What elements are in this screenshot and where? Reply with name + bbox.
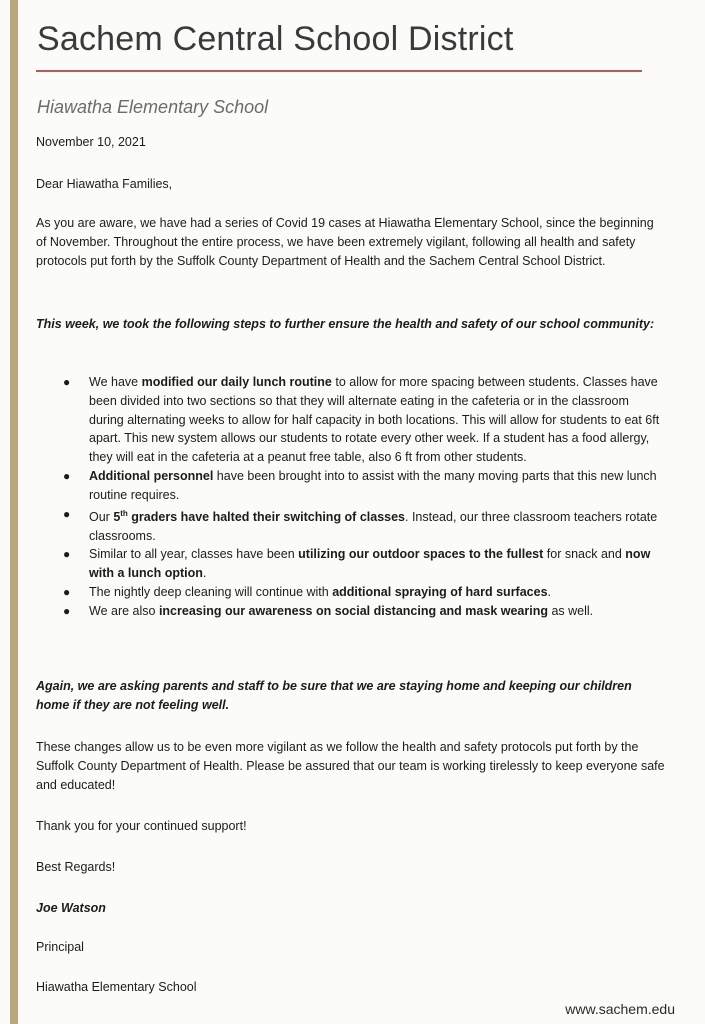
list-item: ● We are also increasing our awareness on social distancing and mask wearing as well. — [36, 602, 671, 621]
thanks-line: Thank you for your continued support! — [36, 819, 247, 833]
left-accent-bar — [10, 0, 18, 1024]
signer-school: Hiawatha Elementary School — [36, 980, 197, 994]
bullet-icon: ● — [63, 375, 71, 389]
bullet-icon: ● — [63, 468, 71, 483]
list-item: ● The nightly deep cleaning will continue with additional spraying of hard surfaces. — [36, 583, 671, 602]
bullet-icon: ● — [63, 584, 71, 599]
bullet-icon: ● — [63, 506, 71, 521]
school-subtitle: Hiawatha Elementary School — [37, 97, 269, 117]
bullet-icon: ● — [63, 547, 71, 562]
steps-list — [36, 373, 671, 621]
district-title: Sachem Central School District — [37, 20, 514, 58]
header-divider — [36, 70, 642, 72]
regards-line: Best Regards! — [36, 860, 116, 874]
bullet-icon: ● — [63, 603, 71, 618]
list-item: ● We have modified our daily lunch routine to allow for more spacing between students. Classes have been divided into two sections so that they will alternate eating in the cafeteria or in the classroom during alternating weeks to allow for half capacity in both locations. This will allow for students to eat 6ft apart. This new system allows our students to rotate every other week. If a student has a food allergy, they will eat in the cafeteria at a peanut free table, also 6 ft from other students. — [63, 375, 660, 465]
list-item: ● Similar to all year, classes have been utilizing our outdoor spaces to the fullest for snack and now with a lunch option. — [63, 547, 651, 581]
changes-paragraph: These changes allow us to be even more vigilant as we follow the health and safety protocols put forth by the Suffolk County Department of Health. Please be assured that our team is working tirelessly to keep everyone safe and educated! — [36, 740, 665, 793]
list-item: ● Our 5th graders have halted their switching of classes. Instead, our three classroom teachers rotate classrooms. — [63, 506, 658, 543]
list-item: ● Additional personnel have been brought into to assist with the many moving parts that this new lunch routine requires. — [63, 468, 657, 502]
signer-name: Joe Watson — [36, 901, 106, 915]
salutation: Dear Hiawatha Families, — [36, 177, 173, 191]
footer-url: www.sachem.edu — [565, 1001, 675, 1017]
steps-heading: This week, we took the following steps to further ensure the health and safety of our school community: — [36, 317, 655, 331]
letter-date: November 10, 2021 — [36, 135, 146, 149]
intro-paragraph: As you are aware, we have had a series of Covid 19 cases at Hiawatha Elementary School, since the beginning of November. Throughout the entire process, we have been extremely vigilant, following all health and safety protocols put forth by the Suffolk County Department of Health and the Sachem Central School District. — [36, 216, 654, 269]
again-paragraph: Again, we are asking parents and staff to be sure that we are staying home and keeping our children home if they are not feeling well. — [36, 679, 632, 713]
signer-title: Principal — [36, 940, 84, 954]
